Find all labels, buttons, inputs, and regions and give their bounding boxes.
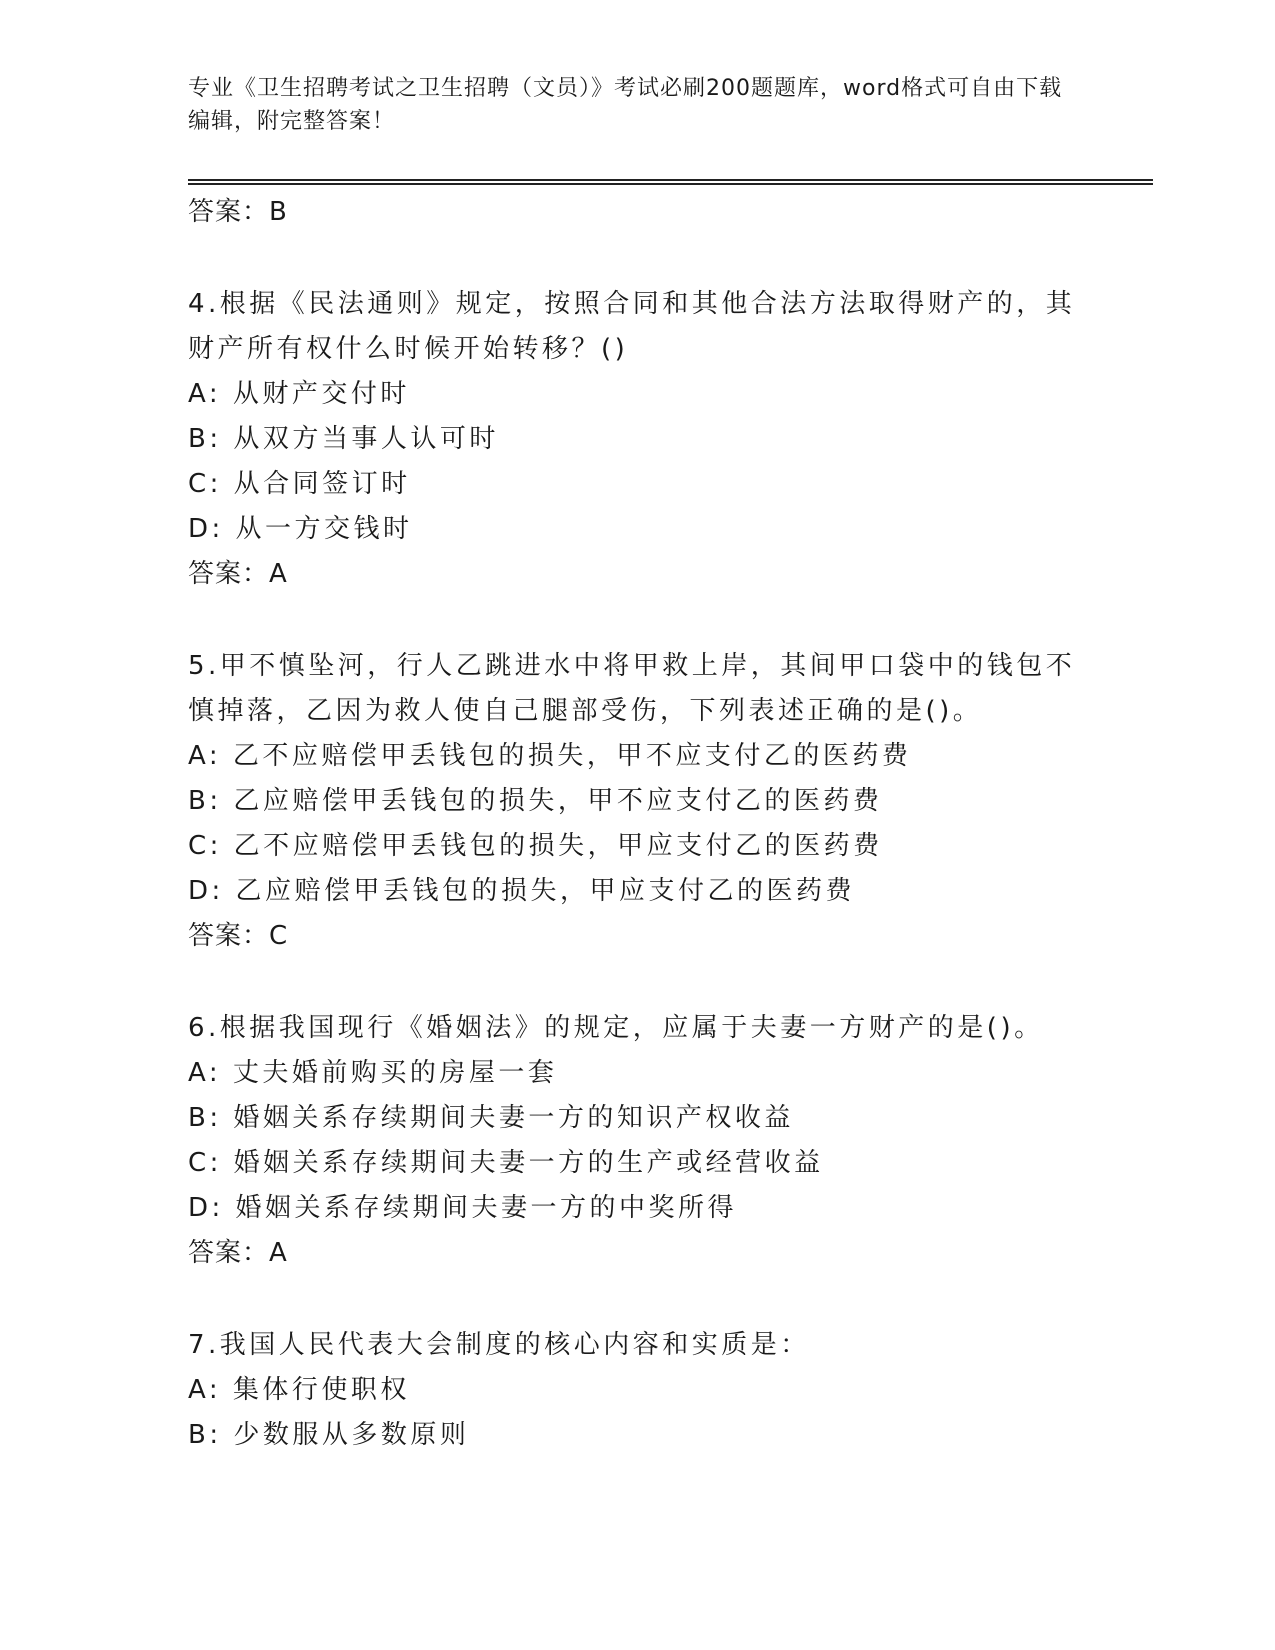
option-d: D: 从一方交钱时 xyxy=(188,514,413,544)
question-6 xyxy=(188,1006,1088,1275)
question-5 xyxy=(188,644,1088,958)
document-header: 专业《卫生招聘考试之卫生招聘（文员）》考试必刷200题题库，word格式可自由下载编辑，附完整答案！ xyxy=(188,76,1063,134)
option-a: A: 丈夫婚前购买的房屋一套 xyxy=(188,1058,558,1088)
option-d: D: 婚姻关系存续期间夫妻一方的中奖所得 xyxy=(188,1193,738,1223)
question-text: 6.根据我国现行《婚姻法》的规定，应属于夫妻一方财产的是()。 xyxy=(188,1013,1044,1043)
option-c: C: 婚姻关系存续期间夫妻一方的生产或经营收益 xyxy=(188,1148,824,1178)
option-c: C: 乙不应赔偿甲丢钱包的损失，甲应支付乙的医药费 xyxy=(188,831,883,861)
option-c: C: 从合同签订时 xyxy=(188,469,411,499)
option-a: A: 从财产交付时 xyxy=(188,379,410,409)
document-content xyxy=(188,190,1088,1458)
question-text: 4.根据《民法通则》规定，按照合同和其他合法方法取得财产的，其财产所有权什么时候开始转移？() xyxy=(188,289,1076,364)
header-rule-top xyxy=(188,179,1153,181)
answer-line: 答案：B xyxy=(188,197,288,227)
answer-line: 答案：A xyxy=(188,1238,288,1268)
answer-line: 答案：C xyxy=(188,921,289,951)
question-text: 7.我国人民代表大会制度的核心内容和实质是： xyxy=(188,1330,810,1360)
option-a: A: 乙不应赔偿甲丢钱包的损失，甲不应支付乙的医药费 xyxy=(188,741,912,771)
option-b: B: 少数服从多数原则 xyxy=(188,1420,470,1450)
option-b: B: 乙应赔偿甲丢钱包的损失，甲不应支付乙的医药费 xyxy=(188,786,883,816)
option-d: D: 乙应赔偿甲丢钱包的损失，甲应支付乙的医药费 xyxy=(188,876,856,906)
option-b: B: 婚姻关系存续期间夫妻一方的知识产权收益 xyxy=(188,1103,794,1133)
option-b: B: 从双方当事人认可时 xyxy=(188,424,499,454)
question-4 xyxy=(188,282,1088,596)
option-a: A: 集体行使职权 xyxy=(188,1375,410,1405)
answer-line: 答案：A xyxy=(188,559,288,589)
header-rule-bottom xyxy=(188,183,1153,185)
question-7 xyxy=(188,1323,1088,1458)
question-text: 5.甲不慎坠河，行人乙跳进水中将甲救上岸，其间甲口袋中的钱包不慎掉落，乙因为救人使自己腿部受伤，下列表述正确的是()。 xyxy=(188,651,1076,726)
